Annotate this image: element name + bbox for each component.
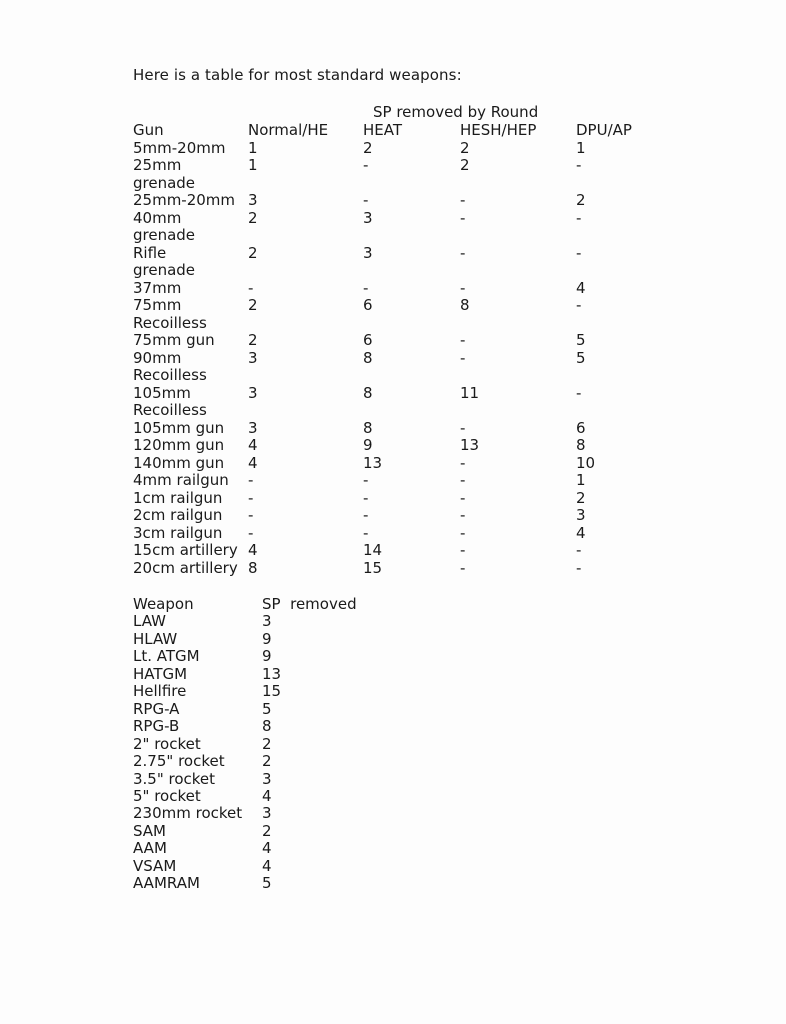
gun-table-row <box>0 489 786 507</box>
column-header-hesh-hep: HESH/HEP <box>460 121 537 139</box>
gun-table-row <box>0 261 786 279</box>
cell-heat: 8 <box>363 348 373 367</box>
gun-table-row <box>0 436 786 454</box>
cell-dpu-ap: - <box>576 558 582 577</box>
gun-table-row <box>0 244 786 262</box>
cell-heat: - <box>363 471 369 489</box>
cell-gun-name: 4mm railgun <box>133 471 229 489</box>
cell-sp-removed: 4 <box>262 786 272 805</box>
cell-gun-name: 105mm gun <box>133 418 225 437</box>
cell-weapon-name: 230mm rocket <box>133 804 243 823</box>
cell-sp-removed: 2 <box>262 734 272 753</box>
cell-hesh-hep: - <box>460 191 466 209</box>
weapon-table-row <box>0 630 786 648</box>
cell-dpu-ap: 4 <box>576 278 586 297</box>
cell-dpu-ap: - <box>576 156 582 174</box>
cell-dpu-ap: 2 <box>576 488 586 507</box>
cell-dpu-ap: 8 <box>576 436 586 454</box>
gun-table-row <box>0 156 786 174</box>
gun-table-row <box>0 226 786 244</box>
cell-normal-he: 3 <box>248 348 258 367</box>
cell-heat: - <box>363 191 369 209</box>
gun-table-row <box>0 541 786 559</box>
gun-table-row <box>0 279 786 297</box>
weapon-table-row <box>0 857 786 875</box>
cell-normal-he: - <box>248 278 254 297</box>
cell-normal-he: 3 <box>248 383 258 402</box>
cell-gun-name: grenade <box>133 261 196 279</box>
cell-hesh-hep: - <box>460 488 466 507</box>
cell-normal-he: 4 <box>248 436 258 454</box>
gun-table-row <box>0 331 786 349</box>
cell-normal-he: 1 <box>248 156 258 174</box>
cell-weapon-name: Lt. ATGM <box>133 647 200 666</box>
cell-normal-he: 4 <box>248 541 258 559</box>
weapon-table-header-row <box>0 595 786 613</box>
cell-heat: 8 <box>363 418 373 437</box>
cell-heat: - <box>363 506 369 524</box>
cell-gun-name: 25mm <box>133 156 182 174</box>
cell-heat: 3 <box>363 208 373 227</box>
cell-hesh-hep: 13 <box>460 436 480 454</box>
cell-hesh-hep: - <box>460 453 466 472</box>
cell-sp-removed: 8 <box>262 717 272 736</box>
gun-table-row <box>0 174 786 192</box>
gun-table-row <box>0 401 786 419</box>
cell-dpu-ap: 5 <box>576 331 586 349</box>
cell-heat: 15 <box>363 558 383 577</box>
cell-sp-removed: 9 <box>262 647 272 666</box>
gun-table-row <box>0 506 786 524</box>
gun-table-row <box>0 524 786 542</box>
gun-table-row <box>0 349 786 367</box>
cell-weapon-name: VSAM <box>133 856 177 875</box>
cell-dpu-ap: 6 <box>576 418 586 437</box>
column-header-weapon-name: Weapon <box>133 595 194 613</box>
cell-heat: 3 <box>363 243 373 262</box>
cell-dpu-ap: 1 <box>576 138 586 157</box>
cell-gun-name: 75mm <box>133 296 182 314</box>
cell-hesh-hep: - <box>460 541 466 559</box>
cell-heat: - <box>363 156 369 174</box>
cell-heat: 13 <box>363 453 383 472</box>
cell-gun-name: 20cm artillery <box>133 558 238 577</box>
cell-dpu-ap: 1 <box>576 471 586 489</box>
cell-sp-removed: 4 <box>262 856 272 875</box>
cell-normal-he: 1 <box>248 138 258 157</box>
cell-sp-removed: 9 <box>262 629 272 648</box>
cell-dpu-ap: - <box>576 541 582 559</box>
cell-weapon-name: AAM <box>133 839 167 858</box>
cell-sp-removed: 2 <box>262 821 272 840</box>
column-header-dpu-ap: DPU/AP <box>576 121 632 139</box>
gun-table-header-row <box>0 121 786 139</box>
cell-heat: 2 <box>363 138 373 157</box>
weapon-table-row <box>0 647 786 665</box>
column-header-normal-he: Normal/HE <box>248 121 329 139</box>
cell-gun-name: 15cm artillery <box>133 541 238 559</box>
cell-hesh-hep: - <box>460 506 466 524</box>
cell-normal-he: 2 <box>248 296 258 314</box>
cell-hesh-hep: - <box>460 208 466 227</box>
cell-gun-name: 5mm-20mm <box>133 138 226 157</box>
cell-weapon-name: 2.75" rocket <box>133 752 225 771</box>
cell-heat: 6 <box>363 331 373 349</box>
cell-hesh-hep: - <box>460 418 466 437</box>
intro-text: Here is a table for most standard weapons: <box>133 66 462 84</box>
cell-gun-name: Recoilless <box>133 401 207 419</box>
cell-sp-removed: 4 <box>262 839 272 858</box>
gun-table-group-header: SP removed by Round <box>373 103 539 121</box>
gun-table-row <box>0 419 786 437</box>
cell-sp-removed: 5 <box>262 874 272 893</box>
cell-gun-name: 2cm railgun <box>133 506 223 524</box>
cell-normal-he: 2 <box>248 208 258 227</box>
cell-dpu-ap: 4 <box>576 523 586 542</box>
cell-hesh-hep: 2 <box>460 156 470 174</box>
cell-hesh-hep: 11 <box>460 383 480 402</box>
gun-table-row <box>0 471 786 489</box>
gun-table-row <box>0 366 786 384</box>
cell-normal-he: 4 <box>248 453 258 472</box>
cell-hesh-hep: - <box>460 331 466 349</box>
cell-weapon-name: RPG-B <box>133 717 180 736</box>
weapon-table-row <box>0 752 786 770</box>
cell-gun-name: 25mm-20mm <box>133 191 236 209</box>
weapon-table-row <box>0 700 786 718</box>
cell-gun-name: 120mm gun <box>133 436 225 454</box>
cell-dpu-ap: 5 <box>576 348 586 367</box>
cell-gun-name: 40mm <box>133 208 182 227</box>
weapon-table-row <box>0 682 786 700</box>
gun-table-row <box>0 384 786 402</box>
weapon-table-row <box>0 787 786 805</box>
cell-dpu-ap: - <box>576 208 582 227</box>
cell-hesh-hep: 2 <box>460 138 470 157</box>
gun-table-row <box>0 191 786 209</box>
weapon-table-row <box>0 665 786 683</box>
cell-normal-he: - <box>248 523 254 542</box>
cell-dpu-ap: 3 <box>576 506 586 524</box>
cell-weapon-name: LAW <box>133 612 166 631</box>
cell-weapon-name: AAMRAM <box>133 874 200 893</box>
column-header-sp-removed: SP removed <box>262 595 357 613</box>
cell-sp-removed: 15 <box>262 682 282 701</box>
gun-table-row <box>0 139 786 157</box>
cell-weapon-name: 2" rocket <box>133 734 201 753</box>
cell-weapon-name: HATGM <box>133 664 188 683</box>
cell-hesh-hep: 8 <box>460 296 470 314</box>
cell-gun-name: grenade <box>133 173 196 192</box>
cell-gun-name: 37mm <box>133 278 182 297</box>
cell-heat: - <box>363 488 369 507</box>
cell-sp-removed: 5 <box>262 699 272 718</box>
cell-normal-he: 2 <box>248 331 258 349</box>
cell-normal-he: - <box>248 506 254 524</box>
cell-hesh-hep: - <box>460 348 466 367</box>
cell-gun-name: 140mm gun <box>133 453 225 472</box>
cell-gun-name: 105mm <box>133 383 191 402</box>
cell-normal-he: 3 <box>248 418 258 437</box>
cell-sp-removed: 13 <box>262 664 282 683</box>
cell-gun-name: 75mm gun <box>133 331 215 349</box>
cell-heat: 14 <box>363 541 383 559</box>
weapon-table-row <box>0 770 786 788</box>
cell-weapon-name: 5" rocket <box>133 786 201 805</box>
cell-normal-he: 8 <box>248 558 258 577</box>
cell-dpu-ap: 2 <box>576 191 586 209</box>
cell-dpu-ap: - <box>576 383 582 402</box>
cell-hesh-hep: - <box>460 471 466 489</box>
weapon-table-row <box>0 874 786 892</box>
weapon-table-row <box>0 612 786 630</box>
cell-normal-he: 2 <box>248 243 258 262</box>
cell-sp-removed: 2 <box>262 752 272 771</box>
cell-weapon-name: SAM <box>133 821 167 840</box>
weapon-table-row <box>0 735 786 753</box>
cell-normal-he: - <box>248 488 254 507</box>
cell-hesh-hep: - <box>460 243 466 262</box>
cell-weapon-name: HLAW <box>133 629 178 648</box>
gun-table-row <box>0 559 786 577</box>
gun-table-row <box>0 454 786 472</box>
cell-heat: - <box>363 278 369 297</box>
column-header-gun-name: Gun <box>133 121 164 139</box>
cell-hesh-hep: - <box>460 558 466 577</box>
cell-gun-name: 90mm <box>133 348 182 367</box>
cell-dpu-ap: 10 <box>576 453 596 472</box>
cell-dpu-ap: - <box>576 296 582 314</box>
cell-heat: 6 <box>363 296 373 314</box>
cell-sp-removed: 3 <box>262 804 272 823</box>
cell-gun-name: Recoilless <box>133 313 207 332</box>
gun-table-row <box>0 296 786 314</box>
cell-gun-name: grenade <box>133 226 196 244</box>
cell-sp-removed: 3 <box>262 612 272 631</box>
gun-table-row <box>0 314 786 332</box>
cell-sp-removed: 3 <box>262 769 272 788</box>
cell-normal-he: - <box>248 471 254 489</box>
weapon-table-row <box>0 804 786 822</box>
cell-weapon-name: Hellfire <box>133 682 187 701</box>
weapon-table-row <box>0 839 786 857</box>
cell-gun-name: Recoilless <box>133 366 207 384</box>
cell-heat: - <box>363 523 369 542</box>
cell-heat: 8 <box>363 383 373 402</box>
weapon-table-row <box>0 822 786 840</box>
cell-normal-he: 3 <box>248 191 258 209</box>
cell-gun-name: Rifle <box>133 243 167 262</box>
cell-weapon-name: RPG-A <box>133 699 180 718</box>
column-header-heat: HEAT <box>363 121 403 139</box>
cell-weapon-name: 3.5" rocket <box>133 769 216 788</box>
cell-gun-name: 3cm railgun <box>133 523 223 542</box>
cell-dpu-ap: - <box>576 243 582 262</box>
cell-gun-name: 1cm railgun <box>133 488 223 507</box>
cell-hesh-hep: - <box>460 278 466 297</box>
cell-heat: 9 <box>363 436 373 454</box>
cell-hesh-hep: - <box>460 523 466 542</box>
gun-table-row <box>0 209 786 227</box>
weapon-table-row <box>0 717 786 735</box>
